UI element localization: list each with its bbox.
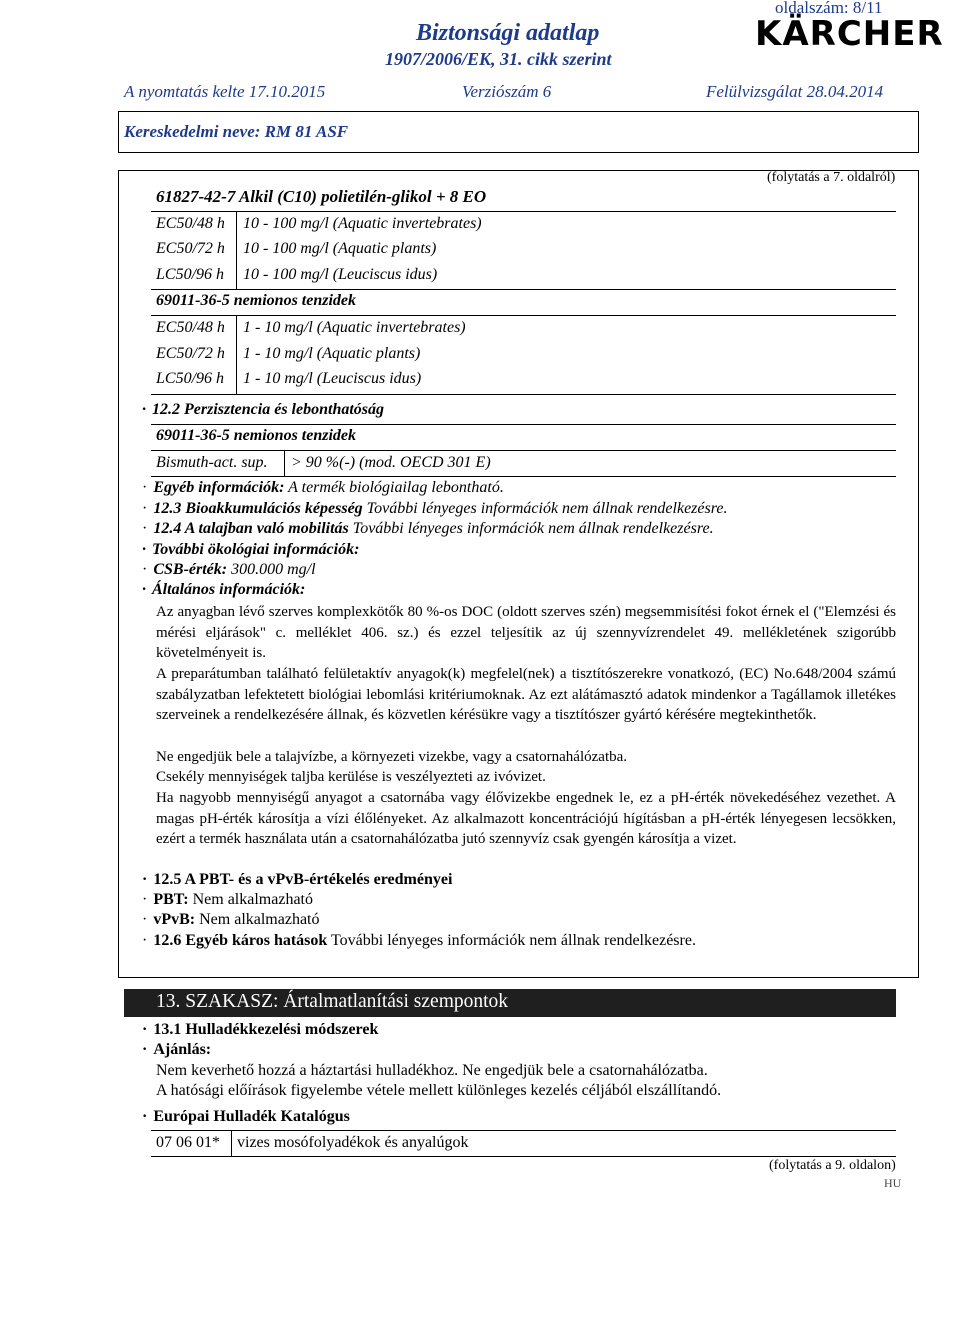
section-13-title: 13. SZAKASZ: Ártalmatlanítási szempontok: [156, 991, 509, 1012]
divider: [151, 394, 896, 395]
continued-to: (folytatás a 9. oldalon): [769, 1158, 896, 1173]
tox-substance-1-title: 61827-42-7 Alkil (C10) polietilén-glikol + 8 EO: [156, 187, 487, 206]
tox-substance-2-title: 69011-36-5 nemionos tenzidek: [156, 292, 357, 309]
divider: [151, 289, 896, 290]
section-12-6: · 12.6 Egyéb káros hatások További lényeges információk nem állnak rendelkezésre.: [142, 932, 696, 949]
waste-code-description: vizes mosófolyadékok és anyalúgok: [237, 1134, 469, 1151]
section-13-1-heading: · 13.1 Hulladékkezelési módszerek: [142, 1021, 379, 1038]
divider: [151, 424, 896, 425]
divider: [151, 450, 896, 451]
column-divider: [284, 450, 285, 476]
kaercher-logo: KÄRCHER: [755, 14, 944, 54]
paragraph-groundwater: Ne engedjük bele a talajvízbe, a környezeti vizekbe, vagy a csatornahálózatba.: [156, 749, 628, 765]
document-subtitle: 1907/2006/EK, 31. cikk szerint: [385, 49, 612, 69]
section-12-3: · 12.3 Bioakkumulációs képesség További lényeges információk nem állnak rendelkezésre.: [142, 500, 728, 517]
persistence-substance: 69011-36-5 nemionos tenzidek: [156, 427, 357, 444]
page-number: oldalszám: 8/11: [775, 0, 883, 17]
paragraph-ph-value: Ha nagyobb mennyiségű anyagot a csatornába vagy élővizekbe engednek le, ez a pH-érték növekedéséhez vezethet. A magas pH-érték károsítja a vízi élőlényeket. Az alkalmazott koncentrációjú hígításban a pH-érték lényegesen lecsökken, ezért a termék használata után a csatornahálózatba jutó szennyvíz csak gyengén károsítja a vizet.: [156, 790, 896, 848]
waste-code: 07 06 01*: [156, 1134, 220, 1151]
divider: [151, 1130, 896, 1131]
document-title: Biztonsági adatlap: [416, 20, 600, 46]
tox-row-value: 1 - 10 mg/l (Aquatic invertebrates): [243, 319, 466, 336]
tox-row-key: EC50/48 h: [156, 319, 225, 336]
general-info-heading: · Általános információk:: [142, 581, 306, 598]
csb-value: · CSB-érték: 300.000 mg/l: [142, 561, 316, 578]
other-info: · Egyéb információk: A termék biológiailag lebontható.: [142, 479, 504, 496]
tox-row-key: LC50/96 h: [156, 370, 225, 387]
tox-row-key: EC50/72 h: [156, 240, 225, 257]
recommendation-line-1: Nem keverhető hozzá a háztartási hulladékhoz. Ne engedjük bele a csatornahálózatba.: [156, 1062, 708, 1079]
section-12-5-heading: · 12.5 A PBT- és a vPvB-értékelés eredményei: [142, 871, 453, 888]
divider: [151, 315, 896, 316]
continued-from: (folytatás a 7. oldalról): [767, 170, 896, 185]
column-divider: [236, 211, 237, 289]
trade-name: Kereskedelmi neve: RM 81 ASF: [124, 122, 349, 141]
waste-catalog-heading: · Európai Hulladék Katalógus: [142, 1108, 350, 1125]
tox-row-value: 10 - 100 mg/l (Aquatic plants): [243, 240, 437, 257]
pbt-value: · PBT: Nem alkalmazható: [142, 891, 313, 908]
recommendation-label: · Ajánlás:: [142, 1041, 212, 1058]
tox-row-key: EC50/72 h: [156, 345, 225, 362]
column-divider: [236, 315, 237, 394]
persistence-value: > 90 %(-) (mod. OECD 301 E): [291, 454, 491, 471]
divider: [151, 211, 896, 212]
recommendation-line-2: A hatósági előírások figyelembe vétele mellett különleges kezelés céljából elszállítandó.: [156, 1082, 722, 1099]
section-12-2-heading: · 12.2 Perzisztencia és lebonthatóság: [142, 401, 385, 418]
column-divider: [231, 1130, 232, 1156]
vpvb-value: · vPvB: Nem alkalmazható: [142, 911, 320, 928]
tox-row-value: 10 - 100 mg/l (Leuciscus idus): [243, 266, 438, 283]
language-code: HU: [884, 1176, 902, 1190]
divider: [151, 1156, 896, 1157]
tox-row-value: 10 - 100 mg/l (Aquatic invertebrates): [243, 215, 482, 232]
tox-row-key: LC50/96 h: [156, 266, 225, 283]
paragraph-drinking-water: Csekély mennyiségek taljba kerülése is veszélyezteti az ivóvizet.: [156, 769, 546, 785]
tox-row-key: EC50/48 h: [156, 215, 225, 232]
version-number: Verziószám 6: [462, 82, 552, 101]
persistence-key: Bismuth-act. sup.: [156, 454, 268, 471]
section-13-title-bar: [124, 989, 896, 1017]
print-date: A nyomtatás kelte 17.10.2015: [124, 82, 326, 101]
eco-info-heading: · További ökológiai információk:: [142, 541, 360, 558]
tox-row-value: 1 - 10 mg/l (Leuciscus idus): [243, 370, 422, 387]
tox-row-value: 1 - 10 mg/l (Aquatic plants): [243, 345, 421, 362]
section-12-4: · 12.4 A talajban való mobilitás További lényeges információk nem állnak rendelkezésre.: [142, 520, 714, 537]
paragraph-complexing-agents: Az anyagban lévő szerves komplexkötők 80 %-os DOC (oldott szerves szén) megsemmisítési fokot érnek el ("Elemzési és mérési eljárások" c. melléklet 406. sz.) és ezzel teljesítik az új szennyvízrendelet 49. mellékletének szigorúbb követelményeit is.: [156, 604, 896, 662]
revision-date: Felülvizsgálat 28.04.2014: [706, 82, 884, 101]
paragraph-surfactants: A preparátumban található felületaktív anyagok(k) megfelel(nek) a tisztítószerekre vonatkozó, (EC) No.648/2004 számú szabályzatban lefektetett biológiai lebomlási kritériumoknak. Az ezt alátámasztó adatok mindenkor a Tagállamok illetékes szerveinek a rendelkezésére állnak, és közvetlen kérésükre vagy a tisztítószer gyártó kérésére megtekinthetők.: [156, 666, 896, 724]
divider: [151, 476, 896, 477]
